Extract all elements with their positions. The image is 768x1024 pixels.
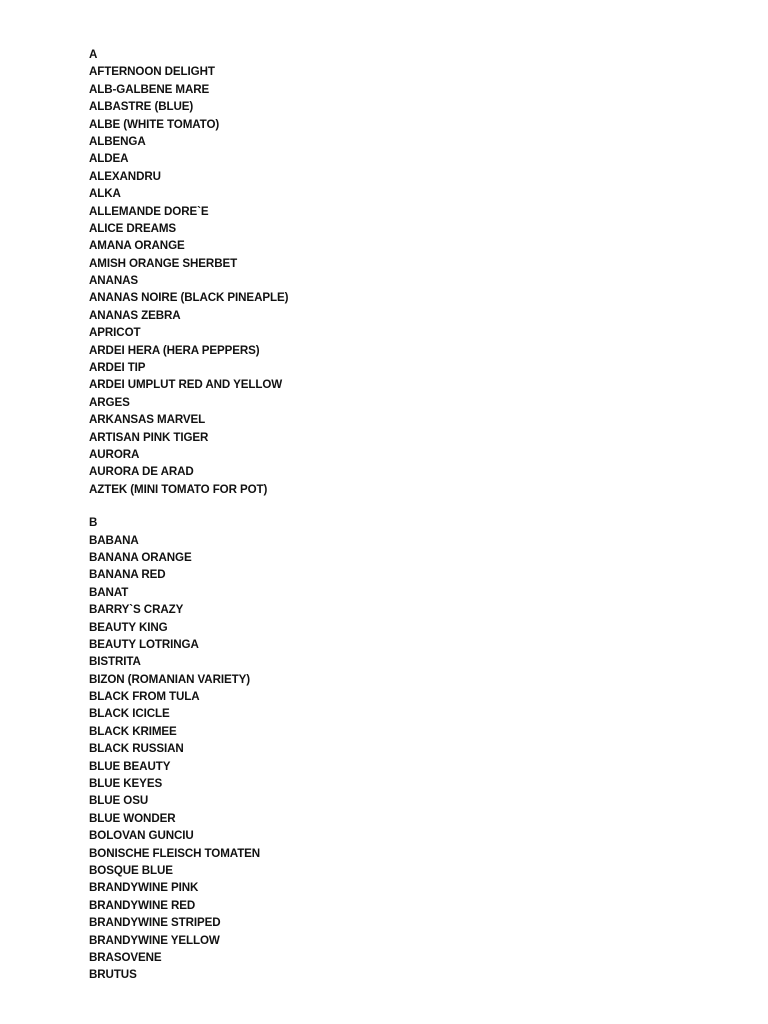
list-item: ALBASTRE (BLUE) (89, 100, 194, 114)
list-item: BLACK ICICLE (89, 707, 170, 721)
list-item: BLUE OSU (89, 794, 149, 808)
list-item: BLACK KRIMEE (89, 724, 177, 738)
list-item: ARDEI UMPLUT RED AND YELLOW (89, 378, 283, 392)
list-item: BARRY`S CRAZY (89, 603, 184, 617)
list-item: BRANDYWINE RED (89, 898, 196, 912)
list-item: BANANA RED (89, 568, 166, 582)
list-item: BISTRITA (89, 655, 141, 669)
list-item: BANANA ORANGE (89, 550, 192, 564)
list-item: BLACK RUSSIAN (89, 742, 184, 756)
list-item: ANANAS NOIRE (BLACK PINEAPLE) (89, 291, 289, 305)
list-item: BEAUTY LOTRINGA (89, 637, 199, 651)
list-item: BRANDYWINE YELLOW (89, 933, 220, 947)
list-item: ARDEI TIP (89, 361, 146, 375)
list-item: ANANAS ZEBRA (89, 308, 181, 322)
list-item: ALEXANDRU (89, 169, 161, 183)
list-item: BLUE WONDER (89, 811, 176, 825)
list-item: ALLEMANDE DORE`E (89, 204, 209, 218)
list-item: BRUTUS (89, 968, 137, 982)
list-item: BONISCHE FLEISCH TOMATEN (89, 846, 261, 860)
list-item: ALBENGA (89, 134, 146, 148)
list-item: AFTERNOON DELIGHT (89, 65, 215, 79)
list-item: BRASOVENE (89, 950, 162, 964)
list-item: BEAUTY KING (89, 620, 168, 634)
list-item: ARGES (89, 395, 130, 409)
list-item: AZTEK (MINI TOMATO FOR POT) (89, 482, 268, 496)
section-a (89, 46, 729, 498)
list-item: BABANA (89, 533, 139, 547)
section-letter: B (89, 516, 98, 530)
list-item: ALICE DREAMS (89, 221, 177, 235)
list-item: ARDEI HERA (HERA PEPPERS) (89, 343, 260, 357)
list-item: ALKA (89, 187, 121, 201)
section-letter: A (89, 48, 98, 61)
list-item: AMISH ORANGE SHERBET (89, 256, 238, 270)
list-item: AURORA DE ARAD (89, 465, 194, 479)
list-item: AMANA ORANGE (89, 239, 185, 253)
list-item: ALB-GALBENE MARE (89, 82, 210, 96)
list-item: ALBE (WHITE TOMATO) (89, 117, 220, 131)
list-item: BOSQUE BLUE (89, 863, 173, 877)
list-item: AURORA (89, 447, 140, 461)
section-b (89, 514, 729, 984)
list-item: BLUE BEAUTY (89, 759, 171, 773)
document-page (89, 46, 729, 1000)
variety-list (89, 532, 729, 984)
list-item: BANAT (89, 585, 129, 599)
variety-list (89, 63, 729, 498)
list-item: APRICOT (89, 326, 141, 340)
list-item: ALDEA (89, 152, 129, 166)
list-item: BOLOVAN GUNCIU (89, 829, 194, 843)
list-item: BLUE KEYES (89, 777, 163, 791)
list-item: BRANDYWINE PINK (89, 881, 199, 895)
list-item: ARTISAN PINK TIGER (89, 430, 209, 444)
list-item: BLACK FROM TULA (89, 690, 200, 704)
list-item: BRANDYWINE STRIPED (89, 916, 221, 930)
list-item: BIZON (ROMANIAN VARIETY) (89, 672, 250, 686)
list-item: ARKANSAS MARVEL (89, 413, 206, 427)
list-item: ANANAS (89, 274, 138, 288)
